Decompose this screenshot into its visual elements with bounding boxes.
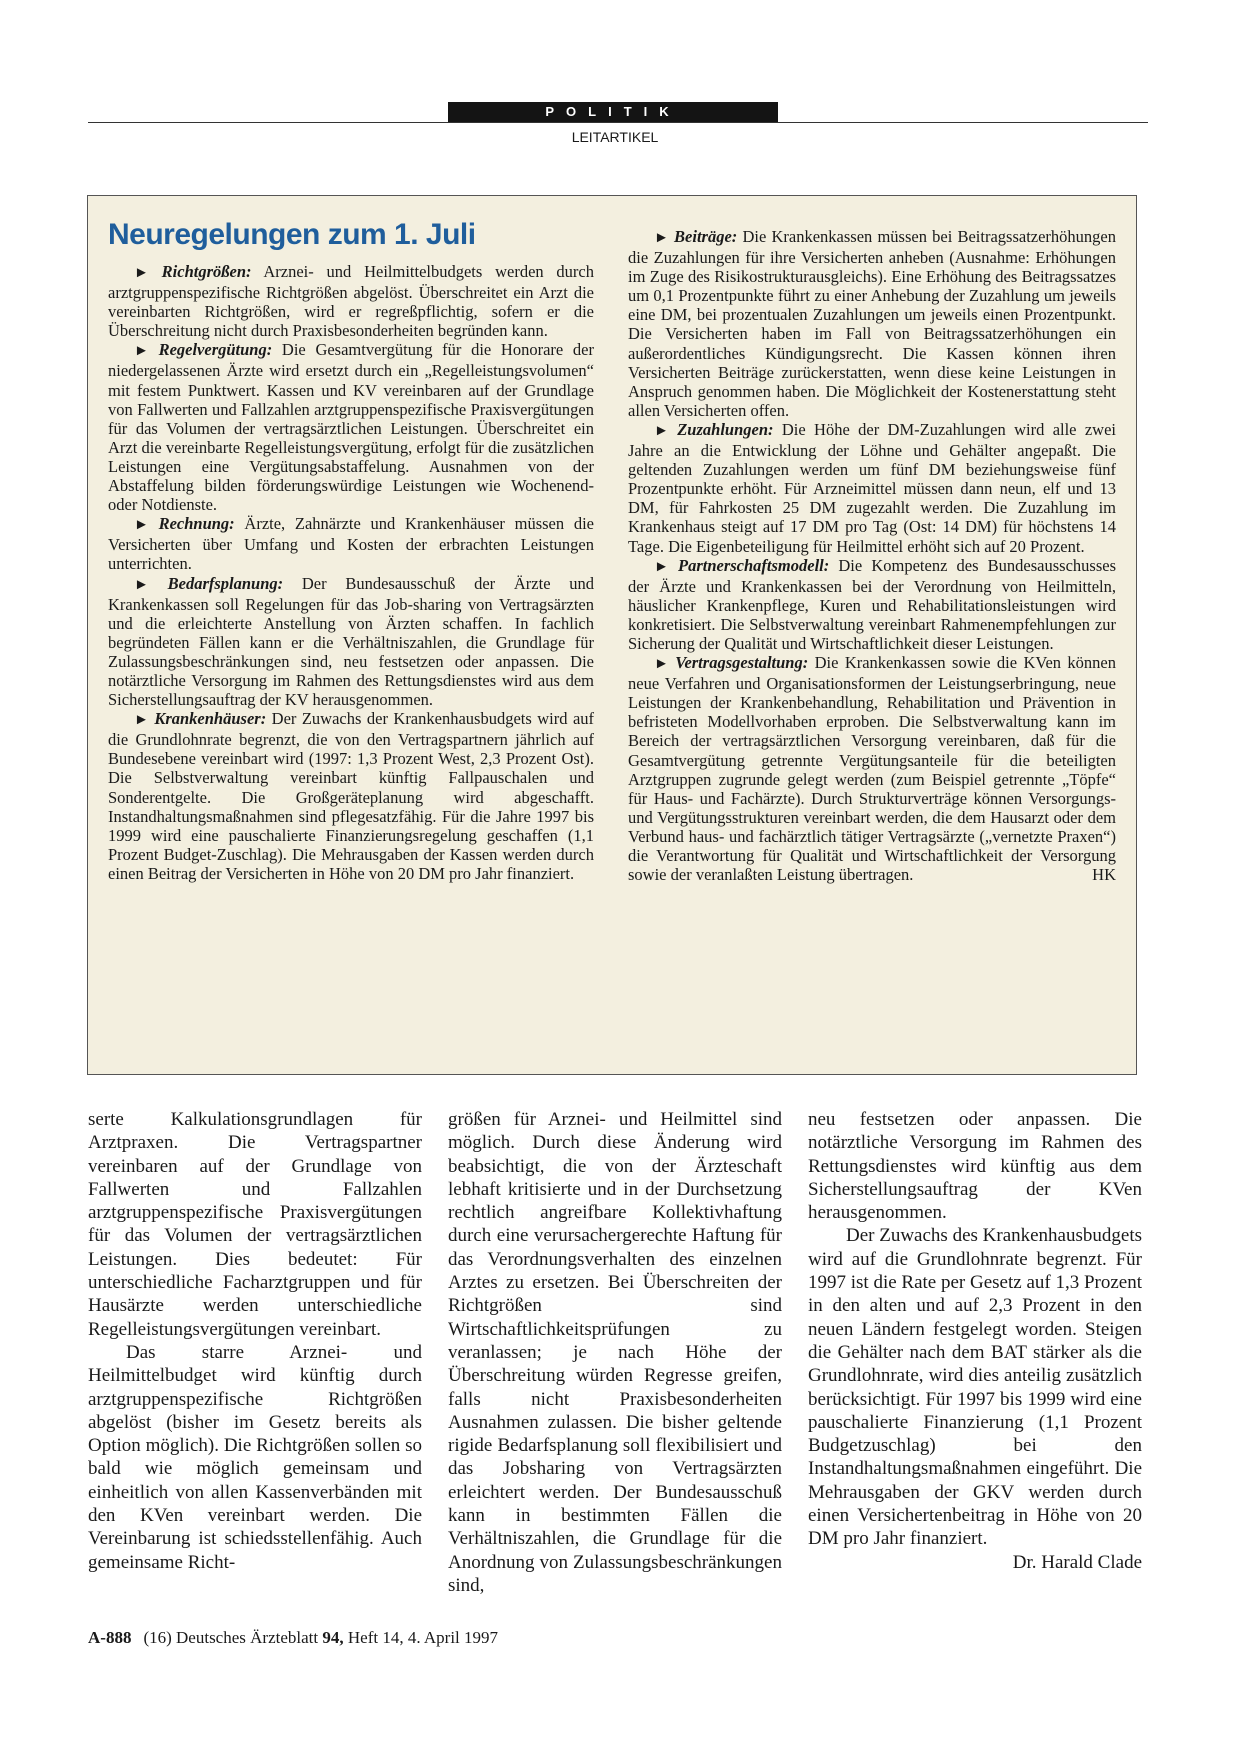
arrow-icon: ► [654, 422, 669, 439]
page-footer [88, 1628, 498, 1648]
item-text: Der Zuwachs der Krankenhausbudgets wird auf die Grundlohnrate begrenzt, die von den Vertragspartnern jährlich auf Bundesebene vereinbart wird (1997: 1,3 Prozent West, 2,3 Prozent Ost). Die Selbstverwaltung vereinbart künftig Fallpauschalen und Sonderentgelte. Die Großgeräteplanung wird abgeschafft. Instandhaltungsmaßnahmen sind pflegesatzfähig. Für die Jahre 1997 bis 1999 wird eine pauschalierte Finanzierungsregelung geschaffen (1,1 Prozent Budget-Zuschlag). Die Mehrausgaben der Kassen werden durch einen Beitrag der Versicherten in Höhe von 20 DM pro Jahr finanziert. [108, 709, 595, 883]
article-paragraph: neu festsetzen oder anpassen. Die notärztliche Versorgung im Rahmen des Rettungsdienstes wird künftig aus dem Sicherstellungsauftrag der KVen herausgenommen. [808, 1109, 1142, 1224]
info-box-item [108, 709, 594, 883]
arrow-icon: ► [134, 265, 149, 281]
info-box [87, 195, 1137, 1075]
item-term: Regelvergütung: [158, 340, 273, 360]
item-term: Vertragsgestaltung: [675, 653, 809, 673]
info-box-item [628, 556, 1116, 653]
item-term: Zuzahlungen: [677, 419, 774, 439]
info-box-item [628, 227, 1116, 420]
info-box-item [108, 574, 594, 710]
arrow-icon: ► [654, 230, 669, 246]
arrow-icon: ► [134, 517, 149, 534]
item-term: Krankenhäuser: [154, 709, 267, 729]
article-paragraph [808, 1224, 1142, 1573]
info-box-item [108, 262, 594, 340]
info-box-item [108, 514, 594, 573]
item-term: Rechnung: [158, 514, 235, 534]
info-box-right-column [628, 227, 1116, 884]
arrow-icon: ► [134, 712, 149, 729]
journal-volume: 94, [322, 1628, 344, 1647]
info-box-title: Neuregelungen zum 1. Juli [108, 218, 476, 251]
item-term: Partnerschaftsmodell: [678, 555, 830, 575]
item-text: Die Krankenkassen müssen bei Beitragssatzerhöhungen die Zuzahlungen für ihre Versicherten anheben (Ausnahme: Erhöhungen im Zuge des Risikostrukturausgleichs). Eine Erhöhung des Beitragssatzes um 0,1 Prozentpunkte führt zu einer Anhebung der Zuzahlung um jeweils eine DM, bei prozentualen Zuzahlungen um jeweils einen Prozentpunkt. Die Versicherten haben im Fall von Beitragssatzerhöhungen ein außerordentliches Kündigungsrecht. Die Kassen können ihren Versicherten Beiträge zurückerstatten, wenn diese keine Leistungen in Anspruch genommen haben. Die Möglichkeit der Kostenerstattung steht allen Versicherten offen. [628, 227, 1117, 420]
article-column-2 [448, 1108, 782, 1597]
article-paragraph: Das starre Arznei- und Heilmittelbudget wird künftig durch arztgruppenspezifische Richtgrößen abgelöst (bisher im Gesetz bereits als Option möglich). Die Richtgrößen sollen so bald wie möglich gemeinsam und einheitlich von allen Kassenverbänden mit den KVen vereinbart werden. Die Vereinbarung ist schiedsstellenfähig. Auch gemeinsame Richt- [88, 1341, 422, 1573]
journal-citation: (16) Deutsches Ärzteblatt [143, 1628, 319, 1647]
info-box-left-column [108, 196, 594, 883]
page-number: A-888 [88, 1628, 132, 1647]
info-box-item [628, 653, 1116, 884]
article-column-3 [808, 1108, 1142, 1574]
item-text: Ärzte, Zahnärzte und Krankenhäuser müssen die Versicherten über Umfang und Kosten der erbrachten Leistungen unterrichten. [108, 514, 594, 574]
article-paragraph: größen für Arznei- und Heilmittel sind möglich. Durch diese Änderung wird beabsichtigt, die von der Ärzteschaft lebhaft kritisierte und in der Durchsetzung rechtlich angreifbare Kollektivhaftung durch eine verursachergerechte Haftung für das Verordnungsverhalten des einzelnen Arztes zu ersetzen. Bei Überschreiten der Richtgrößen sind Wirtschaftlichkeitsprüfungen zu veranlassen; je nach Höhe der Überschreitung würden Regresse greifen, falls nicht Praxisbesonderheiten Ausnahmen zulassen. Die bisher geltende rigide Bedarfsplanung soll flexibilisiert und das Jobsharing von Vertragsärzten erleichtert werden. Der Bundesausschuß kann in bestimmten Fällen die Verhältniszahlen, die Grundlage für die Anordnung von Zulassungsbeschränkungen sind, [448, 1109, 782, 1596]
article-paragraph-text: Der Zuwachs des Krankenhausbudgets wird auf die Grundlohnrate begrenzt. Für 1997 ist die Rate per Gesetz auf 1,3 Prozent in den alten und auf 2,3 Prozent in den neuen Ländern festgelegt worden. Steigen die Gehälter nach dem BAT stärker als die Grundlohnrate, wird dies anteilig zusätzlich berücksichtigt. Für 1997 bis 1999 wird eine pauschalierte Finanzierung (1,1 Prozent Budgetzuschlag) bei den Instandhaltungsmaßnahmen eingeführt. Die Mehrausgaben der GKV werden durch einen Versichertenbeitrag in Höhe von 20 DM pro Jahr finanziert. [808, 1225, 1142, 1550]
section-label: POLITIK [448, 102, 778, 122]
item-text: Arznei- und Heilmittelbudgets werden durch arztgruppenspezifische Richtgrößen abgelöst. Überschreitet ein Arzt die vereinbarten Richtgrößen, wird er regreßpflichtig, sofern er die Überschreitung nicht durch Praxisbesonderheiten begründen kann. [108, 262, 595, 341]
info-box-left-items [108, 262, 594, 883]
article-column-1 [88, 1108, 422, 1574]
item-term: Richtgrößen: [161, 262, 252, 281]
author-name: Dr. Harald Clade [1012, 1551, 1142, 1573]
item-text: Der Bundesausschuß der Ärzte und Krankenkassen soll Regelungen für das Job-sharing von Vertragsärzten und die erleichterte Anstellung von Ärzten schaffen. In fachlich begründeten Fällen kann er die Verhältniszahlen, die Grundlage für Zulassungsbeschränkungen sind, neu festsetzen oder anpassen. Die notärztliche Versorgung im Rahmen des Rettungsdienstes wird aus dem Sicherstellungsauftrag der KV herausgenommen. [108, 573, 595, 710]
item-term: Beiträge: [674, 227, 738, 246]
arrow-icon: ► [134, 343, 149, 360]
subsection-label: LEITARTIKEL [571, 129, 659, 145]
arrow-icon: ► [654, 656, 669, 673]
item-text: Die Gesamtvergütung für die Honorare der niedergelassenen Ärzte wird ersetzt durch ein „Regelleistungsvolumen“ mit festem Punktwert. Kassen und KV vereinbaren auf der Grundlage von Fallwerten und Fallzahlen arztgruppenspezifische Praxisvergütungen für das Volumen der vertragsärztlichen Leistungen. Überschreitet ein Arzt die vereinbarte Regelleistungsvergütung, erfolgt für die zusätzlichen Leistungen eine Vergütungsabstaffelung. Ausnahmen von der Abstaffelung bilden förderungswürdige Leistungen wie Wochenend- oder Notdienste. [108, 340, 594, 515]
arrow-icon: ► [654, 558, 669, 575]
article-paragraph: serte Kalkulationsgrundlagen für Arztpraxen. Die Vertragspartner vereinbaren auf der Grundlage von Fallwerten und Fallzahlen arztgruppenspezifische Praxisvergütungen für das Volumen der vertragsärztlichen Leistungen. Dies bedeutet: Für unterschiedliche Facharztgruppen und für Hausärzte werden unterschiedliche Regelleistungsvergütungen vereinbart. [88, 1109, 422, 1340]
info-box-right-items [628, 227, 1116, 884]
info-box-item [628, 420, 1116, 556]
info-box-item [108, 340, 594, 514]
item-text: Die Höhe der DM-Zuzahlungen wird alle zwei Jahre an die Entwicklung der Löhne und Gehälter angepaßt. Die geltenden Zuzahlungen werden um fünf DM beziehungsweise fünf Prozentpunkte erhöht. Für Arzneimittel müssen dann neun, elf und 13 DM, für Fahrkosten 25 DM zugezahlt werden. Die Zuzahlung im Krankenhaus steigt auf 17 DM pro Tag (Ost: 14 DM) für höchstens 14 Tage. Die Eigenbeteiligung für Heilmittel erhöht sich auf 20 Prozent. [628, 419, 1117, 556]
item-text: Die Kompetenz des Bundesausschusses der Ärzte und Krankenkassen bei der Verordnung von Heilmitteln, häuslicher Krankenpflege, Kuren und Rehabilitationsleistungen wird konkretisiert. Die Selbstverwaltung vereinbart Rahmenempfehlungen zur Sicherung der Qualität und Wirtschaftlichkeit dieser Leistungen. [628, 555, 1116, 653]
item-text: Die Krankenkassen sowie die KVen können neue Verfahren und Organisationsformen der Leistungserbringung, neue Leistungen der Krankenbehandlung, Rehabilitation und Prävention in befristeten Modellvorhaben erproben. Die Selbstverwaltung kann im Bereich der vertragsärztlichen Versorgung vereinbaren, daß für die Gesamtvergütung getrennte Vergütungsanteile für die beteiligten Arztgruppen zugrunde gelegt werden (zum Beispiel getrennte „Töpfe“ für Haus- und Fachärzte). Durch Strukturverträge können Versorgungs- und Vergütungsstrukturen vereinbart werden, die dem Hausarzt oder dem Verbund haus- und fachärztlich tätiger Vertragsärzte („vernetzte Praxen“) die Verantwortung für Qualität und Wirtschaftlichkeit der Versorgung sowie der veranlaßten Leistung übertragen. [628, 653, 1116, 885]
arrow-icon: ► [134, 576, 149, 593]
box-signature: HK [1092, 865, 1116, 885]
journal-issue: Heft 14, 4. April 1997 [347, 1628, 499, 1647]
header-rule [88, 122, 1148, 123]
item-term: Bedarfsplanung: [167, 573, 284, 593]
